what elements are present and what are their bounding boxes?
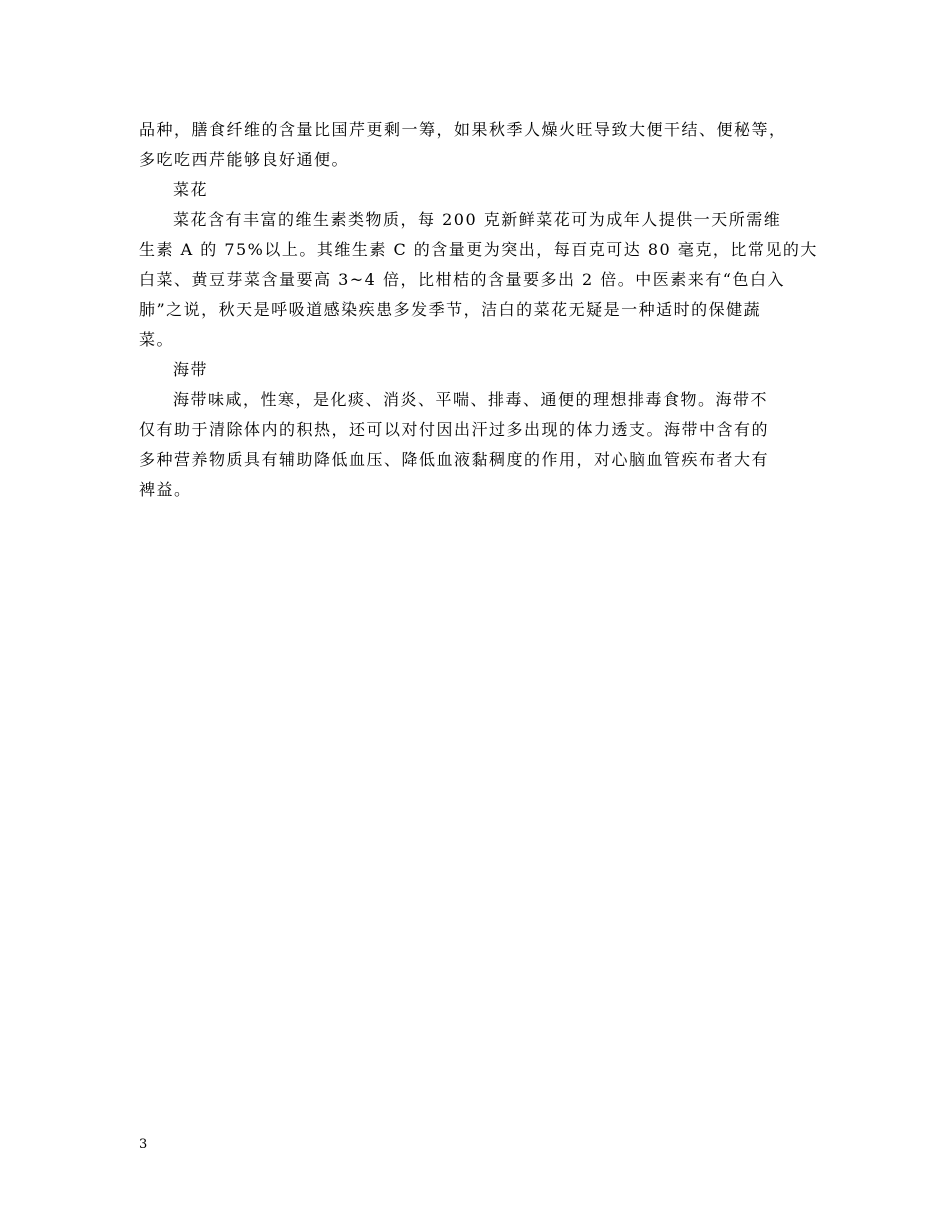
paragraph-celery-continued bbox=[139, 115, 811, 175]
text-line: 多种营养物质具有辅助降低血压、降低血液黏稠度的作用，对心脑血管疾布者大有 bbox=[139, 450, 770, 469]
text-line: 肺”之说，秋天是呼吸道感染疾患多发季节，洁白的菜花无疑是一种适时的保健蔬 bbox=[139, 300, 762, 319]
document-body bbox=[139, 115, 818, 505]
text-line: 仅有助于清除体内的积热，还可以对付因出汗过多出现的体力透支。海带中含有的 bbox=[139, 420, 770, 439]
text-line: 多吃吃西芹能够良好通便。 bbox=[139, 150, 350, 169]
text-line: 海带味咸，性寒，是化痰、消炎、平喘、排毒、通便的理想排毒食物。海带不 bbox=[173, 390, 769, 409]
page-number: 3 bbox=[139, 1137, 148, 1152]
paragraph-kelp bbox=[139, 385, 811, 505]
text-line: 生素 A 的 75%以上。其维生素 C 的含量更为突出，每百克可达 80 毫克，比常见的大 bbox=[139, 240, 818, 259]
text-line: 菜。 bbox=[139, 330, 175, 349]
text-line: 品种，膳食纤维的含量比国芹更剩一筹，如果秋季人燥火旺导致大便干结、便秘等， bbox=[139, 120, 787, 139]
section-heading-kelp: 海带 bbox=[173, 360, 209, 379]
text-line: 白菜、黄豆芽菜含量要高 3~4 倍，比柑桔的含量要多出 2 倍。中医素来有“色白入 bbox=[139, 270, 785, 289]
section-heading-cauliflower: 菜花 bbox=[173, 180, 209, 199]
paragraph-cauliflower bbox=[139, 205, 818, 355]
text-line: 菜花含有丰富的维生素类物质，每 200 克新鲜菜花可为成年人提供一天所需维 bbox=[173, 210, 782, 229]
text-line: 裨益。 bbox=[139, 480, 192, 499]
